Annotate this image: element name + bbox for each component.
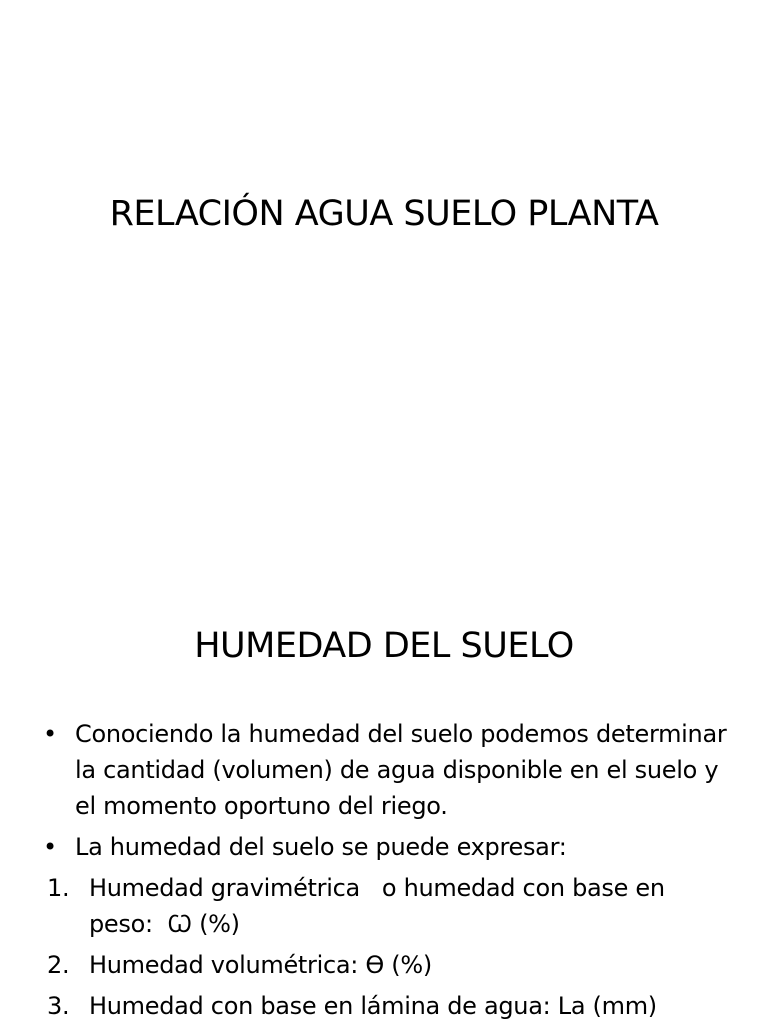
list-item <box>40 988 730 1024</box>
list-item-text: Humedad gravimétrica o humedad con base en peso: Ꞷ (%) <box>89 874 673 938</box>
number-marker: 1. <box>47 874 70 902</box>
list-item-text: Humedad volumétrica: Ɵ (%) <box>89 951 432 979</box>
slide-heading: HUMEDAD DEL SUELO <box>194 626 574 666</box>
content-list <box>40 716 730 1024</box>
bullet-marker: • <box>43 720 57 748</box>
list-item-text: La humedad del suelo se puede expresar: <box>75 833 567 861</box>
number-marker: 3. <box>47 992 70 1020</box>
list-item <box>40 829 730 865</box>
list-item <box>40 716 730 824</box>
slide-title-heading: RELACIÓN AGUA SUELO PLANTA <box>109 194 659 234</box>
bullet-marker: • <box>43 833 57 861</box>
list-item-text: Conociendo la humedad del suelo podemos determinar la cantidad (volumen) de agua disponible en el suelo y el momento oportuno del riego. <box>75 720 727 820</box>
slide-humedad <box>0 576 768 1024</box>
list-item <box>40 947 730 983</box>
list-item-text: Humedad con base en lámina de agua: La (mm) <box>89 992 657 1020</box>
list-item <box>40 870 730 942</box>
number-marker: 2. <box>47 951 70 979</box>
